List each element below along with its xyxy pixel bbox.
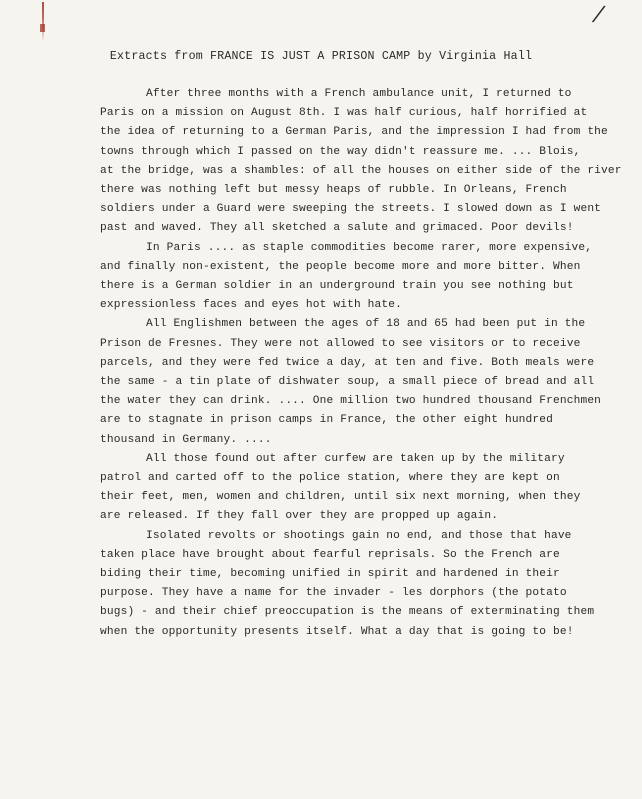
text-line: purpose. They have a name for the invader - les dorphors (the potato xyxy=(100,587,567,600)
page-number: / xyxy=(592,1,605,28)
text-line: expressionless faces and eyes hot with hate. xyxy=(100,299,402,312)
text-line: there was nothing left but messy heaps of rubble. In Orleans, French xyxy=(100,184,567,197)
text-line: In Paris .... as staple commodities become rarer, more expensive, xyxy=(146,241,593,254)
text-line: parcels, and they were fed twice a day, at ten and five. Both meals were xyxy=(100,356,595,369)
text-line: soldiers under a Guard were sweeping the streets. I slowed down as I went xyxy=(100,203,602,216)
text-line: biding their time, becoming unified in spirit and hardened in their xyxy=(100,568,560,581)
text-line: taken place have brought about fearful reprisals. So the French are xyxy=(100,548,560,561)
text-line: and finally non-existent, the people become more and more bitter. When xyxy=(100,260,581,273)
text-line: the same - a tin plate of dishwater soup, a small piece of bread and all xyxy=(100,376,595,389)
text-line: towns through which I passed on the way didn't reassure me. ... Blois, xyxy=(100,145,581,158)
text-line: the idea of returning to a German Paris, and the impression I had from the xyxy=(100,126,608,139)
paragraph-4 xyxy=(100,450,620,527)
red-ink-mark xyxy=(42,2,44,42)
text-line: at the bridge, was a shambles: of all the houses on either side of the river xyxy=(100,164,622,177)
text-line: the water they can drink. .... One million two hundred thousand Frenchmen xyxy=(100,395,602,408)
paragraph-1 xyxy=(100,85,620,239)
text-line: All those found out after curfew are taken up by the military xyxy=(146,452,565,465)
paragraph-3 xyxy=(100,315,620,449)
text-line: Isolated revolts or shootings gain no end, and those that have xyxy=(146,529,572,542)
document-title: Extracts from FRANCE IS JUST A PRISON CAMP by Virginia Hall xyxy=(109,50,533,63)
text-line: bugs) - and their chief preoccupation is the means of exterminating them xyxy=(100,606,595,619)
red-ink-blot xyxy=(40,24,45,32)
text-line: thousand in Germany. .... xyxy=(100,433,272,446)
text-line: Paris on a mission on August 8th. I was half curious, half horrified at xyxy=(100,107,588,120)
text-line: Prison de Fresnes. They were not allowed to see visitors or to receive xyxy=(100,337,581,350)
text-line: are to stagnate in prison camps in France, the other eight hundred xyxy=(100,414,553,427)
text-line: patrol and carted off to the police station, where they are kept on xyxy=(100,472,560,485)
text-line: are released. If they fall over they are propped up again. xyxy=(100,510,499,523)
document-body xyxy=(100,85,620,642)
text-line: their feet, men, women and children, until six next morning, when they xyxy=(100,491,581,504)
paragraph-2 xyxy=(100,239,620,316)
text-line: there is a German soldier in an underground train you see nothing but xyxy=(100,280,574,293)
text-line: past and waved. They all sketched a salute and grimaced. Poor devils! xyxy=(100,222,574,235)
text-line: All Englishmen between the ages of 18 and 65 had been put in the xyxy=(146,318,586,331)
text-line: After three months with a French ambulance unit, I returned to xyxy=(146,88,572,100)
paragraph-5 xyxy=(100,527,620,642)
text-line: when the opportunity presents itself. What a day that is going to be! xyxy=(100,625,574,638)
